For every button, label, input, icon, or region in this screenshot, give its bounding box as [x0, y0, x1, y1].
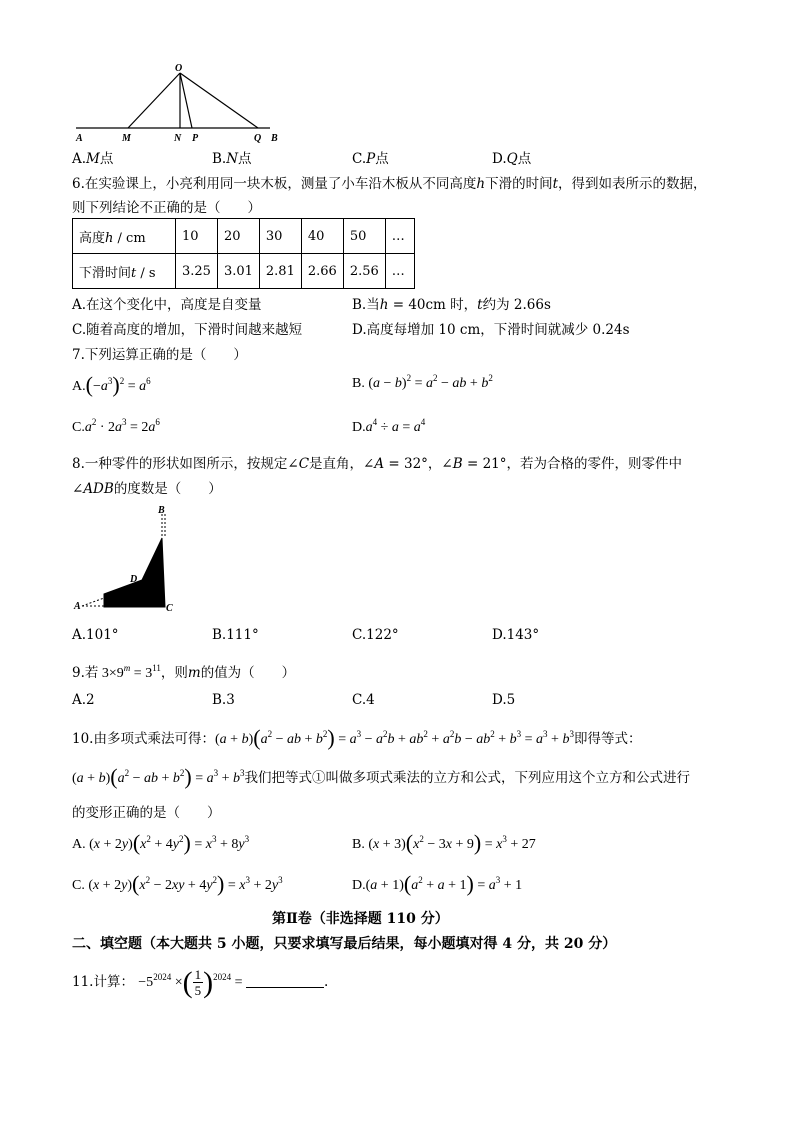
- label-B: B: [158, 505, 165, 516]
- q10-option-b: B. $(x + 3)(x^2 - 3x + 9) = x^3 + 27$: [352, 830, 536, 855]
- q8-stem-line2: ∠ADB的度数是（ ）: [72, 481, 222, 497]
- q6-option-d: D.高度每增加 10 cm，下滑时间就减少 0.24s: [352, 322, 630, 338]
- q10-line1: 10.由多项式乘法可得：$(a + b)(a^2$ − ab + $b^2) = a^3 - a^2b + ab^2 + a^2b - ab^2 + b^3 = a^3 + b^3$即得等式：: [72, 725, 642, 750]
- q11-stem: 11.计算： $-5^{2024}$ ×( $\frac{1}{5}$ )$^{2024}$ = .: [72, 966, 329, 999]
- table-cell: 40: [301, 219, 343, 254]
- q7-stem: 7.下列运算正确的是（ ）: [72, 347, 247, 363]
- answer-blank[interactable]: [246, 973, 324, 988]
- q8-option-a: A.101°: [72, 627, 119, 643]
- label-Q: Q: [254, 133, 262, 144]
- table-cell: 2.81: [259, 254, 301, 289]
- table-cell: 2.56: [343, 254, 385, 289]
- table-header-height: 高度h / cm: [73, 219, 176, 254]
- q5-option-d: D.Q点: [492, 151, 532, 167]
- table-cell: 50: [343, 219, 385, 254]
- q7-option-b: B. $(a - b)^2 = a^2$ − ab + $b^2$: [352, 373, 493, 391]
- section-title: 第Ⅱ卷（非选择题 110 分）: [272, 911, 449, 927]
- q5-option-c: C.P点: [352, 151, 389, 167]
- table-cell: 2.66: [301, 254, 343, 289]
- table-cell: 30: [259, 219, 301, 254]
- q6-stem-line2: 则下列结论不正确的是（ ）: [72, 200, 261, 216]
- q7-option-a: $A.(-a^3)^2 = a^6$: [72, 372, 151, 397]
- q10-line2: $(a + b)(a^2$ − ab + $b^2) = a^3 + b^3$我们把等式①叫做多项式乘法的立方和公式，下列应用这个立方和公式进行: [72, 764, 691, 789]
- q6-option-a: A.在这个变化中，高度是自变量: [72, 297, 262, 313]
- q9-stem: 9.若 $3\times 9^m = 3^{11}$，则m的值为（ ）: [72, 663, 296, 681]
- table-cell: 10: [176, 219, 218, 254]
- q8-stem-line1: 8.一种零件的形状如图所示，按规定∠C是直角，∠A = 32°，∠B = 21°，若为合格的零件，则零件中: [72, 456, 682, 472]
- q10-line3: 的变形正确的是（ ）: [72, 805, 221, 821]
- table-cell: 20: [217, 219, 259, 254]
- table-row: [73, 219, 415, 254]
- label-D: D: [130, 574, 138, 585]
- q9-option-b: B.3: [212, 692, 235, 708]
- q10-option-a: A. $(x + 2y)(x^2 + 4y^2) = x^3 + 8y^3$: [72, 830, 250, 855]
- label-M: M: [122, 133, 131, 144]
- q8-option-c: C.122°: [352, 627, 399, 643]
- table-cell: 3.25: [176, 254, 218, 289]
- q6-data-table: [72, 218, 415, 289]
- q8-option-d: D.143°: [492, 627, 540, 643]
- q5-option-a: A.M点: [72, 151, 114, 167]
- table-cell: …: [385, 254, 414, 289]
- table-cell: 3.01: [217, 254, 259, 289]
- q6-option-b: B.当h = 40cm 时，t约为 2.66s: [352, 297, 551, 313]
- label-A: A: [76, 133, 83, 144]
- label-B: B: [271, 133, 278, 144]
- table-cell: …: [385, 219, 414, 254]
- table-header-time: 下滑时间t / s: [73, 254, 176, 289]
- q5-figure: [70, 60, 290, 148]
- q10-option-d: $D.(a + 1)(a^2 + a + 1) = a^3 + 1$: [352, 871, 523, 896]
- label-N: N: [174, 133, 182, 144]
- q7-option-d: $D.a^4 \div a = a^4$: [352, 417, 426, 435]
- label-P: P: [192, 133, 199, 144]
- q5-option-b: B.N点: [212, 151, 252, 167]
- q8-figure: [70, 500, 190, 618]
- table-row: [73, 254, 415, 289]
- q7-option-c: $C.a^2 \cdot 2a^3 = 2a^6$: [72, 417, 160, 435]
- q8-option-b: B.111°: [212, 627, 259, 643]
- q9-option-d: D.5: [492, 692, 516, 708]
- label-O: O: [175, 63, 183, 74]
- part-heading: 二、填空题（本大题共 5 小题，只要求填写最后结果，每小题填对得 4 分，共 20 分）: [72, 936, 617, 952]
- q9-option-a: A.2: [72, 692, 95, 708]
- q9-option-c: C.4: [352, 692, 375, 708]
- q10-option-c: C. $(x + 2y)(x^2 - 2xy + 4y^2) = x^3 + 2y^3$: [72, 871, 283, 896]
- label-A: A: [74, 601, 81, 612]
- q6-stem-line1: 6.在实验课上，小亮利用同一块木板，测量了小车沿木板从不同高度h下滑的时间t，得到如表所示的数据，: [72, 176, 707, 192]
- q6-option-c: C.随着高度的增加，下滑时间越来越短: [72, 322, 303, 338]
- label-C: C: [166, 603, 173, 614]
